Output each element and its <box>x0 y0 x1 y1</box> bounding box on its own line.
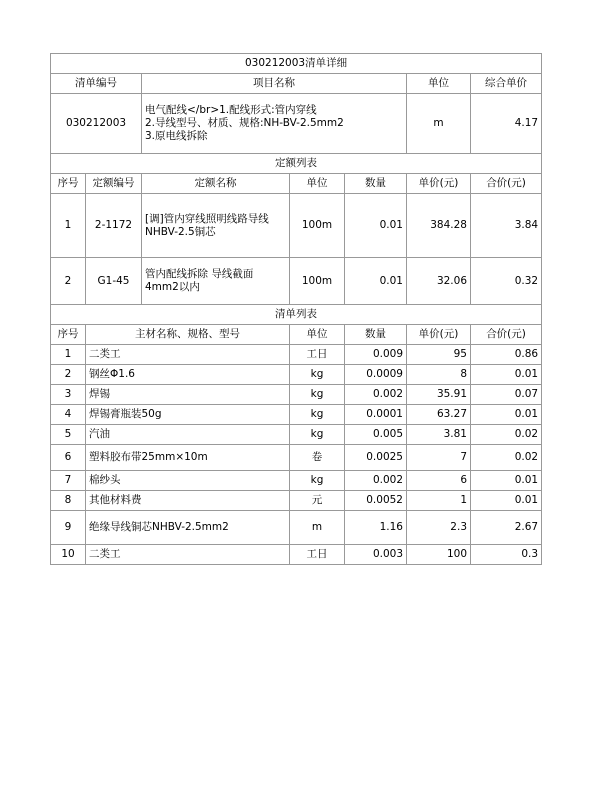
quota-section-row <box>51 154 542 174</box>
quota-header-total: 合价(元) <box>471 174 542 194</box>
quota-name-line2: 4mm2以内 <box>145 281 200 293</box>
material-row <box>51 445 542 471</box>
material-row <box>51 365 542 385</box>
item-unit: m <box>407 94 471 154</box>
material-price: 100 <box>407 545 471 565</box>
material-qty: 0.003 <box>345 545 407 565</box>
material-seq: 2 <box>51 365 86 385</box>
quota-unit: 100m <box>290 258 345 305</box>
material-unit: kg <box>290 425 345 445</box>
material-total: 0.86 <box>471 345 542 365</box>
quota-header-seq: 序号 <box>51 174 86 194</box>
title-row <box>51 54 542 74</box>
material-row <box>51 545 542 565</box>
quota-header-code: 定额编号 <box>86 174 142 194</box>
material-name: 钢丝Φ1.6 <box>86 365 290 385</box>
quota-name-line1: [调]管内穿线照明线路导线 <box>145 212 269 225</box>
material-seq: 3 <box>51 385 86 405</box>
material-price: 95 <box>407 345 471 365</box>
material-section-title: 清单列表 <box>51 305 542 325</box>
quota-price: 32.06 <box>407 258 471 305</box>
material-total: 0.01 <box>471 471 542 491</box>
material-price: 8 <box>407 365 471 385</box>
item-code: 030212003 <box>51 94 142 154</box>
material-row <box>51 511 542 545</box>
material-total: 0.02 <box>471 425 542 445</box>
material-total: 0.01 <box>471 491 542 511</box>
material-unit: 工日 <box>290 345 345 365</box>
material-seq: 10 <box>51 545 86 565</box>
material-unit: kg <box>290 385 345 405</box>
item-desc-line2: 2.导线型号、材质、规格:NH-BV-2.5mm2 <box>145 117 344 129</box>
quota-name-line2: NHBV-2.5铜芯 <box>145 225 216 238</box>
material-seq: 1 <box>51 345 86 365</box>
material-header-total: 合价(元) <box>471 325 542 345</box>
quota-code: 2-1172 <box>86 194 142 258</box>
material-qty: 0.002 <box>345 385 407 405</box>
material-unit: m <box>290 511 345 545</box>
material-total: 2.67 <box>471 511 542 545</box>
material-row <box>51 425 542 445</box>
header-price: 综合单价 <box>471 74 542 94</box>
header-code: 清单编号 <box>51 74 142 94</box>
quota-name <box>142 194 290 258</box>
table-title: 030212003清单详细 <box>51 54 542 74</box>
quota-seq: 1 <box>51 194 86 258</box>
item-desc-line3: 3.原电线拆除 <box>145 130 208 142</box>
bill-detail-table <box>50 53 542 565</box>
material-unit: kg <box>290 471 345 491</box>
material-seq: 8 <box>51 491 86 511</box>
item-row <box>51 94 542 154</box>
material-name: 塑料胶布带25mm×10m <box>86 445 290 471</box>
material-total: 0.01 <box>471 405 542 425</box>
material-unit: 工日 <box>290 545 345 565</box>
quota-seq: 2 <box>51 258 86 305</box>
material-row <box>51 471 542 491</box>
quota-qty: 0.01 <box>345 194 407 258</box>
material-section-row <box>51 305 542 325</box>
material-price: 35.91 <box>407 385 471 405</box>
material-price: 7 <box>407 445 471 471</box>
material-total: 0.02 <box>471 445 542 471</box>
material-header-seq: 序号 <box>51 325 86 345</box>
quota-name <box>142 258 290 305</box>
material-row <box>51 491 542 511</box>
material-seq: 6 <box>51 445 86 471</box>
item-price: 4.17 <box>471 94 542 154</box>
material-unit: kg <box>290 365 345 385</box>
material-unit: 元 <box>290 491 345 511</box>
material-seq: 4 <box>51 405 86 425</box>
item-desc-line1: 电气配线</br>1.配线形式:管内穿线 <box>145 104 317 116</box>
material-total: 0.01 <box>471 365 542 385</box>
quota-header-qty: 数量 <box>345 174 407 194</box>
material-qty: 0.0025 <box>345 445 407 471</box>
material-unit: kg <box>290 405 345 425</box>
material-seq: 7 <box>51 471 86 491</box>
material-total: 0.3 <box>471 545 542 565</box>
material-row <box>51 405 542 425</box>
material-qty: 1.16 <box>345 511 407 545</box>
material-name: 焊锡 <box>86 385 290 405</box>
quota-total: 0.32 <box>471 258 542 305</box>
quota-section-title: 定额列表 <box>51 154 542 174</box>
material-name: 棉纱头 <box>86 471 290 491</box>
material-header-name: 主材名称、规格、型号 <box>86 325 290 345</box>
material-price: 1 <box>407 491 471 511</box>
quota-qty: 0.01 <box>345 258 407 305</box>
material-name: 汽油 <box>86 425 290 445</box>
material-unit: 卷 <box>290 445 345 471</box>
quota-price: 384.28 <box>407 194 471 258</box>
material-qty: 0.0001 <box>345 405 407 425</box>
quota-header-name: 定额名称 <box>142 174 290 194</box>
quota-name-line1: 管内配线拆除 导线截面 <box>145 268 254 280</box>
quota-header-price: 单价(元) <box>407 174 471 194</box>
header-unit: 单位 <box>407 74 471 94</box>
material-row <box>51 385 542 405</box>
material-name: 焊锡膏瓶装50g <box>86 405 290 425</box>
material-qty: 0.005 <box>345 425 407 445</box>
quota-code: G1-45 <box>86 258 142 305</box>
material-row <box>51 345 542 365</box>
material-qty: 0.002 <box>345 471 407 491</box>
material-total: 0.07 <box>471 385 542 405</box>
item-description <box>142 94 407 154</box>
material-price: 6 <box>407 471 471 491</box>
material-name: 二类工 <box>86 345 290 365</box>
material-price: 3.81 <box>407 425 471 445</box>
quota-unit: 100m <box>290 194 345 258</box>
material-price: 2.3 <box>407 511 471 545</box>
material-header-row <box>51 325 542 345</box>
material-qty: 0.0052 <box>345 491 407 511</box>
material-name: 绝缘导线铜芯NHBV-2.5mm2 <box>86 511 290 545</box>
header-name: 项目名称 <box>142 74 407 94</box>
quota-header-row <box>51 174 542 194</box>
material-name: 其他材料费 <box>86 491 290 511</box>
quota-header-unit: 单位 <box>290 174 345 194</box>
quota-row <box>51 258 542 305</box>
material-qty: 0.009 <box>345 345 407 365</box>
material-header-price: 单价(元) <box>407 325 471 345</box>
material-header-qty: 数量 <box>345 325 407 345</box>
quota-total: 3.84 <box>471 194 542 258</box>
material-name: 二类工 <box>86 545 290 565</box>
material-qty: 0.0009 <box>345 365 407 385</box>
material-price: 63.27 <box>407 405 471 425</box>
material-header-unit: 单位 <box>290 325 345 345</box>
material-seq: 5 <box>51 425 86 445</box>
quota-row <box>51 194 542 258</box>
item-header-row <box>51 74 542 94</box>
material-seq: 9 <box>51 511 86 545</box>
